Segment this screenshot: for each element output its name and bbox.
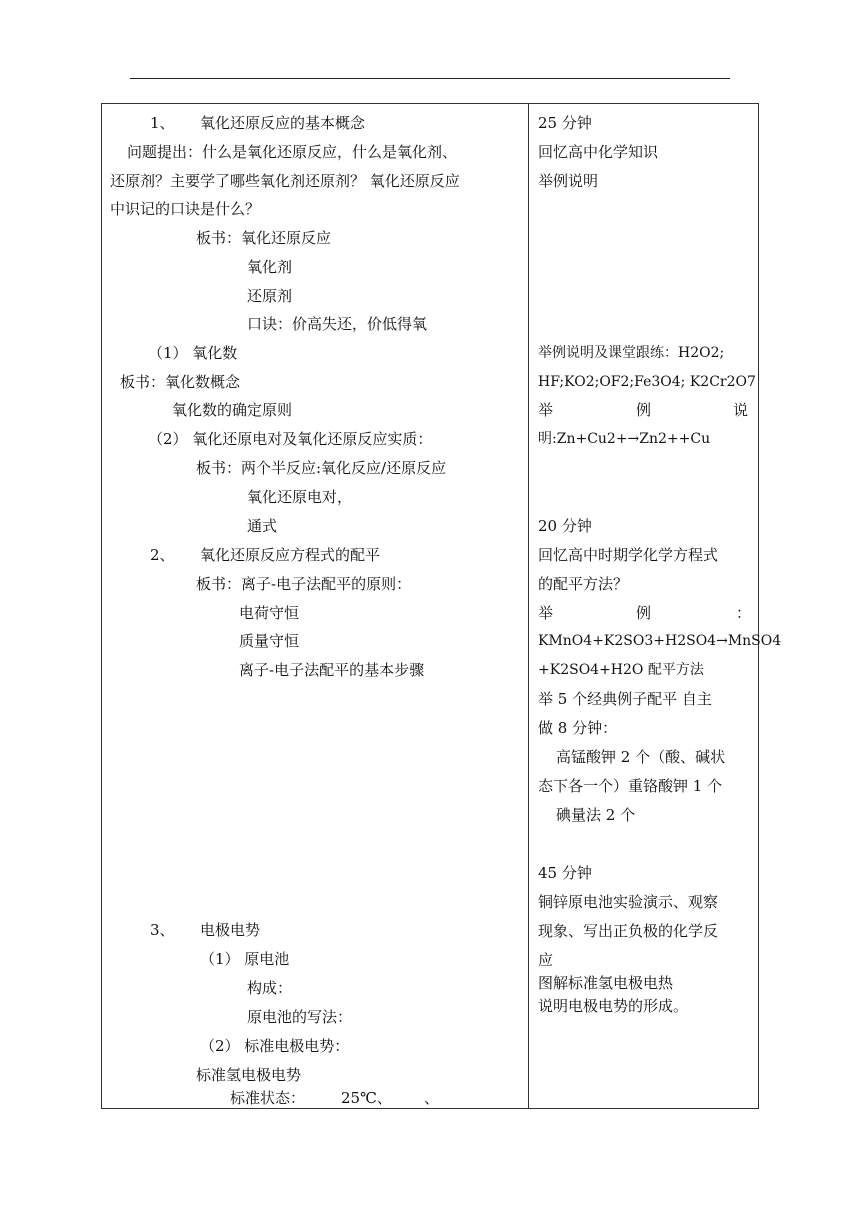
section-1-number: 1、 xyxy=(150,114,175,132)
galvanic-cell-notation: 原电池的写法： xyxy=(247,1008,353,1026)
time-25-min: 25 分钟 xyxy=(538,114,592,132)
board-4: 板书：离子-电子法配平的原则： xyxy=(196,575,412,593)
subsection-galvanic-cell: （1） 原电池 xyxy=(200,950,290,968)
standard-state-separator: 、 xyxy=(424,1089,440,1107)
exercise-1-word-2: 例 xyxy=(636,401,652,419)
board-2-rule: 氧化数的确定原则 xyxy=(172,401,293,419)
exercise-2-duration: 做 8 分钟： xyxy=(538,719,618,737)
review-balancing-line-1: 回忆高中时期学化学方程式 xyxy=(538,546,719,564)
board-3-couple: 氧化还原电对， xyxy=(247,488,353,506)
exercise-2-permanganate: 高锰酸钾 2 个（酸、碱状 xyxy=(556,748,726,766)
board-1-reductant: 还原剂 xyxy=(247,287,293,305)
exercise-1-line-2: HF;KO2;OF2;Fe3O4; K2Cr2O7 xyxy=(538,374,756,390)
board-2: 板书：氧化数概念 xyxy=(120,373,241,391)
exercise-1-word-3: 说 xyxy=(733,401,749,419)
standard-hydrogen-electrode: 标准氢电极电势 xyxy=(196,1066,302,1084)
time-20-min: 20 分钟 xyxy=(538,517,592,535)
exercise-2-word-2: 例 xyxy=(636,604,652,622)
demo-explain: 说明电极电势的形成。 xyxy=(538,997,689,1015)
exercise-2-equation: KMnO4+K2SO3+H2SO4→MnSO4 xyxy=(538,633,782,649)
section-1-title: 氧化还原反应的基本概念 xyxy=(200,114,366,132)
demo-diagram: 图解标准氢电极电热 xyxy=(538,974,674,992)
board-4-mass: 质量守恒 xyxy=(239,632,300,650)
standard-state-label: 标准状态： xyxy=(230,1089,306,1107)
question-line-1: 问题提出：什么是氧化还原反应，什么是氧化剂、 xyxy=(127,143,458,161)
exercise-2-word-1: 举 xyxy=(538,604,554,622)
board-3: 板书：两个半反应:氧化反应/还原反应 xyxy=(196,459,447,477)
subsection-oxidation-number: （1） 氧化数 xyxy=(148,344,238,362)
exercise-1-line-1: 举例说明及课堂跟练：H2O2; xyxy=(538,345,725,361)
board-1-oxidant: 氧化剂 xyxy=(247,258,293,276)
subsection-standard-potential: （2） 标准电极电势： xyxy=(200,1037,350,1055)
demo-line-1: 铜锌原电池实验演示、观察 xyxy=(538,893,719,911)
exercise-2-dichromate: 态下各一个）重铬酸钾 1 个 xyxy=(538,777,723,795)
review-high-school: 回忆高中化学知识 xyxy=(538,143,659,161)
board-1: 板书：氧化还原反应 xyxy=(196,229,332,247)
exercise-2-iodometry: 碘量法 2 个 xyxy=(556,806,636,824)
standard-state-temperature: 25℃、 xyxy=(341,1089,392,1107)
header-rule xyxy=(130,78,730,79)
board-4-charge: 电荷守恒 xyxy=(239,604,300,622)
galvanic-cell-composition: 构成： xyxy=(247,979,293,997)
question-line-2: 还原剂？主要学了哪些氧化剂还原剂？ 氧化还原反应 xyxy=(110,172,460,190)
time-45-min: 45 分钟 xyxy=(538,864,592,882)
column-divider xyxy=(528,103,529,1109)
give-examples: 举例说明 xyxy=(538,172,599,190)
exercise-2-examples: 举 5 个经典例子配平 自主 xyxy=(538,690,712,708)
demo-line-3: 应 xyxy=(538,951,554,969)
exercise-1-line-4: 明:Zn+Cu2+→Zn2++Cu xyxy=(538,431,711,447)
section-2-title: 氧化还原反应方程式的配平 xyxy=(200,546,381,564)
question-line-3: 中识记的口诀是什么？ xyxy=(110,200,261,218)
section-3-number: 3、 xyxy=(150,921,175,939)
review-balancing-line-2: 的配平方法？ xyxy=(538,575,629,593)
board-4-steps: 离子-电子法配平的基本步骤 xyxy=(239,661,425,679)
demo-line-2: 现象、写出正负极的化学反 xyxy=(538,922,719,940)
subsection-redox-couple: （2） 氧化还原电对及氧化还原反应实质： xyxy=(148,430,433,448)
exercise-1-word-1: 举 xyxy=(538,401,554,419)
exercise-2-colon: ： xyxy=(736,604,752,622)
section-3-title: 电极电势 xyxy=(200,921,261,939)
board-3-general-form: 通式 xyxy=(247,517,278,535)
section-2-number: 2、 xyxy=(150,546,175,564)
exercise-2-equation-cont: +K2SO4+H2O 配平方法 xyxy=(538,662,704,678)
board-1-mnemonic: 口诀：价高失还，价低得氧 xyxy=(247,315,428,333)
